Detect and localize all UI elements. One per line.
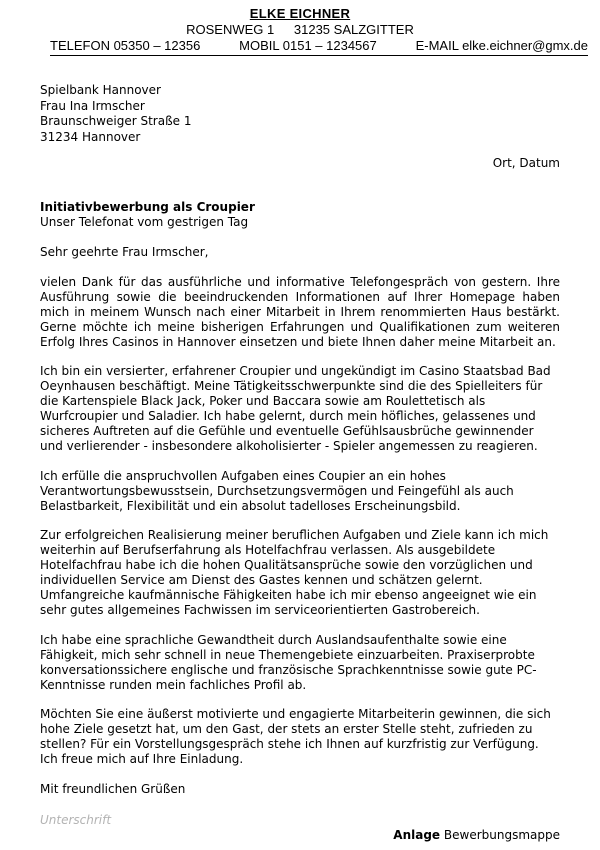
paragraph-4: Zur erfolgreichen Realisierung meiner beruflichen Aufgaben und Ziele kann ich mich weiterhin auf Berufserfahrung als Hotelfachfrau verlassen. Als ausgebildete Hotelfachfrau habe ich die hohen Qualitätsansprüche sowie den vorzüglichen und individuellen Service am Dienst des Gastes kennen und schätzen gelernt. Umfangreiche kaufmännische Fähigkeiten habe ich mir ebenso angeeignet wie ein sehr gutes allgemeines Fachwissen im serviceorientierten Gastrobereich. [40, 528, 549, 617]
sender-city: 31235 SALZGITTER [293, 22, 414, 37]
sender-street: ROSENWEG 1 [186, 22, 275, 37]
subject-block [40, 200, 255, 230]
attachment-line [393, 828, 560, 843]
sender-email: E-MAIL elke.eichner@gmx.de [415, 38, 588, 53]
sender-name: ELKE EICHNER [249, 6, 351, 21]
paragraph-2: Ich bin ein versierter, erfahrener Croupier und ungekündigt im Casino Staatsbad Bad Oeynhausen beschäftigt. Meine Tätigkeitsschwerpunkte sind die des Spielleiters für die Kartenspiele Black Jack, Poker und Baccara sowie am Roulettetisch als Wurfcroupier und Saladier. Ich habe gelernt, durch mein höfliches, gelassenes und sicheres Auftreten auf die Gefühle und eventuelle Gefühlsausbrüche gewinnender und verlierender - insbesondere alkoholisierter - Spieler angemessen zu reagieren. [40, 364, 551, 453]
attachment-value: Bewerbungsmappe [443, 828, 560, 842]
paragraph-1: vielen Dank für das ausführliche und informative Telefongespräch von gestern. Ihre Ausführung sowie die beeindruckenden Informationen auf Ihrer Homepage haben mich in meinem Wunsch nach einer Mitarbeit in Ihrem renommierten Haus bestärkt. Gerne möchte ich meine bisherigen Erfahrungen und Qualifikationen zum weiteren Erfolg Ihres Casinos in Hannover einsetzen und biete Ihnen daher meine Mitarbeit an. [40, 274, 560, 349]
paragraph-3: Ich erfülle die anspruchvollen Aufgaben eines Coupier an ein hohes Verantwortungsbewusstsein, Durchsetzungsvermögen und Feingefühl als auch Belastbarkeit, Flexibilität und ein absolut tadelloses Erscheinungsbild. [40, 468, 514, 513]
sender-address [0, 22, 600, 38]
place-date: Ort, Datum [492, 156, 560, 170]
paragraph-5: Ich habe eine sprachliche Gewandtheit durch Auslandsaufenthalte sowie eine Fähigkeit, mich sehr schnell in neue Themengebiete einzuarbeiten. Praxiserprobte konversationssichere englische und französische Sprachkenntnisse sowie gute PC-Kenntnisse runden mein fachliches Profil ab. [40, 632, 537, 692]
letter-body [40, 245, 560, 811]
paragraph-6: Möchten Sie eine äußerst motivierte und engagierte Mitarbeiterin gewinnen, die sich hohe Ziele gesetzt hat, um den Gast, der stets an erster Stelle steht, zufrieden zu stellen? Für ein Vorstellungsgespräch stehe ich Ihnen auf kurzfristig zur Verfügung. Ich freue mich auf Ihre Einladung. [40, 707, 551, 766]
signature-placeholder: Unterschrift [40, 813, 112, 827]
letterhead [0, 6, 600, 56]
recipient-city: 31234 Hannover [40, 129, 141, 144]
salutation: Sehr geehrte Frau Irmscher, [40, 245, 209, 259]
sender-contact-line [50, 38, 588, 56]
sender-mobile: MOBIL 0151 – 1234567 [239, 38, 377, 53]
recipient-address [40, 83, 191, 145]
attachment-label: Anlage [393, 828, 441, 842]
recipient-person: Frau Ina Irmscher [40, 98, 145, 113]
sender-phone: TELEFON 05350 – 12356 [50, 38, 201, 53]
recipient-company: Spielbank Hannover [40, 83, 161, 97]
closing: Mit freundlichen Grüßen [40, 781, 186, 796]
subject-reference: Unser Telefonat vom gestrigen Tag [40, 215, 249, 229]
recipient-street: Braunschweiger Straße 1 [40, 114, 192, 128]
subject-title: Initiativbewerbung als Croupier [40, 200, 255, 214]
